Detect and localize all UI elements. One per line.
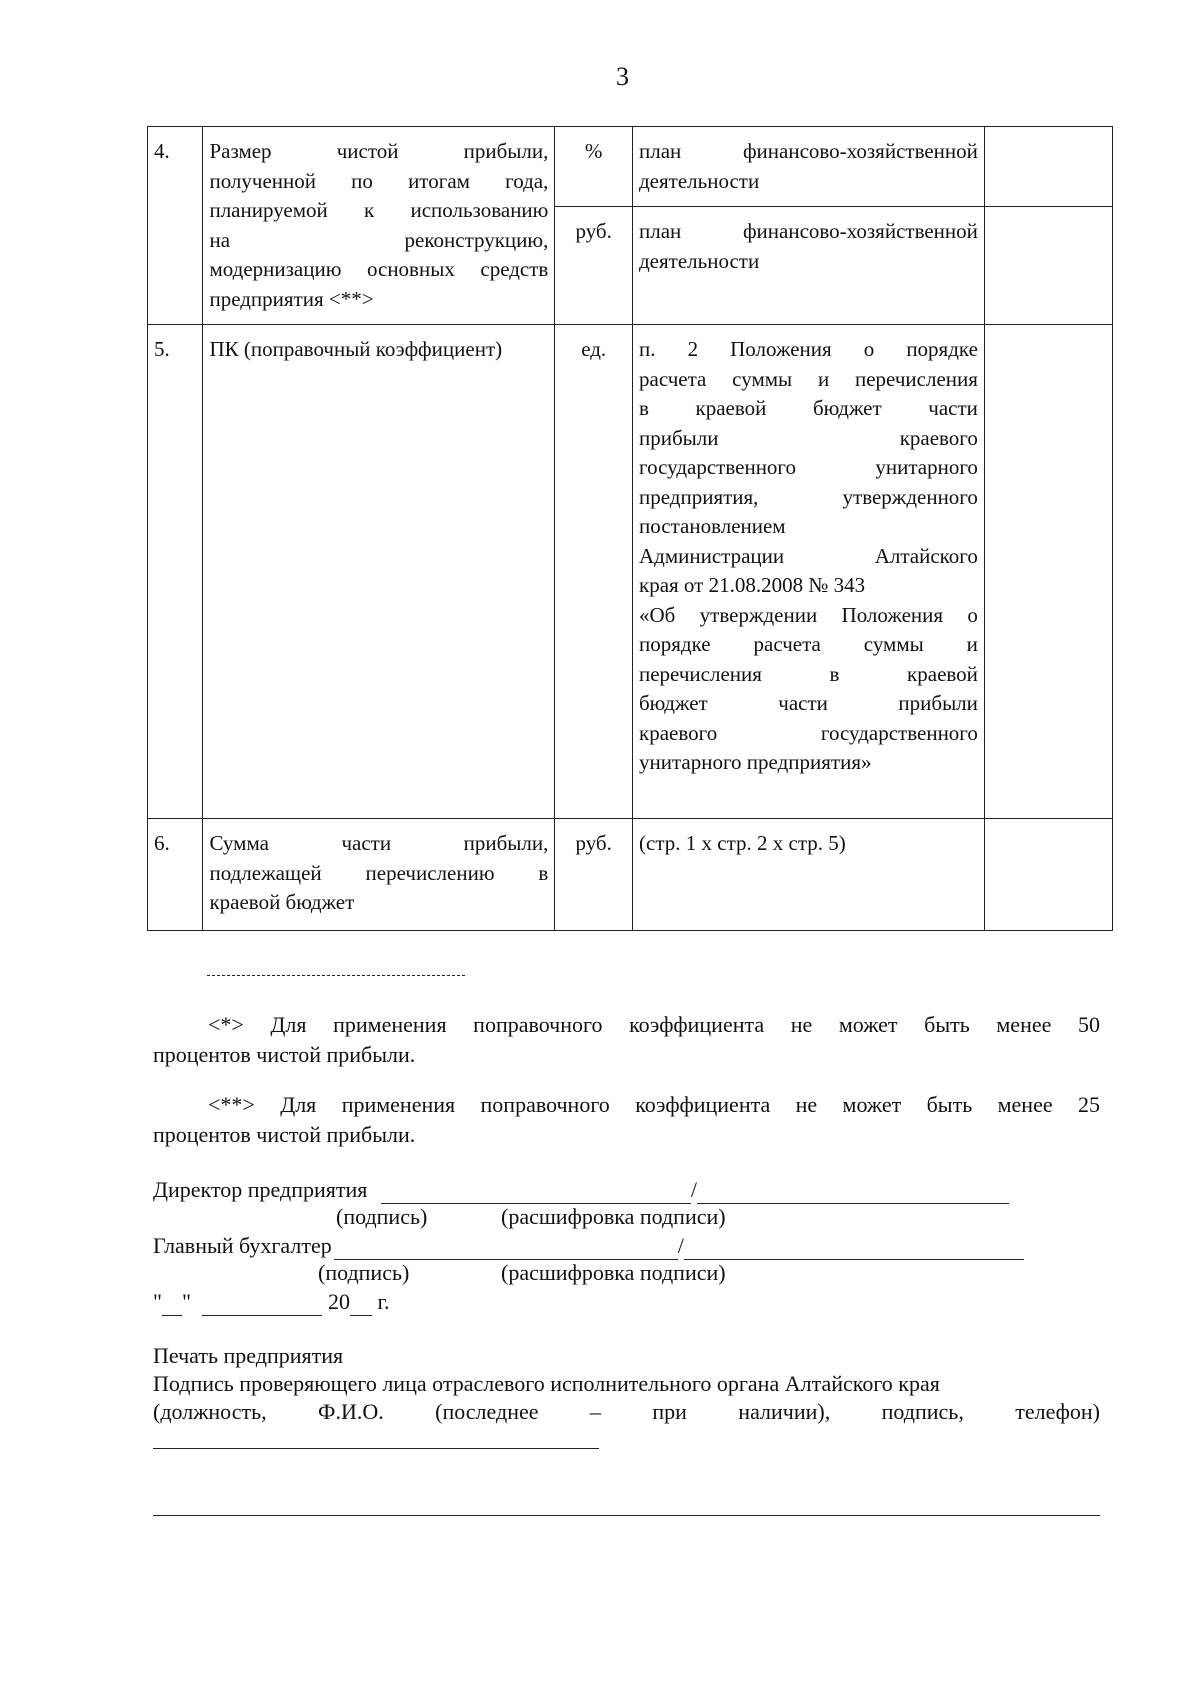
row-name-line: подлежащей перечислению в: [209, 860, 549, 885]
accountant-label: Главный бухгалтер: [153, 1233, 332, 1258]
row-value: [984, 207, 1112, 325]
date-year: 20: [327, 1289, 350, 1314]
row-value: [984, 819, 1112, 931]
row-source-line: план финансово-хозяйственной: [639, 139, 978, 163]
signature-caption: (подпись): [318, 1260, 410, 1285]
director-signature-field[interactable]: [381, 1181, 691, 1204]
date-quote: ": [153, 1289, 162, 1314]
date-month-field[interactable]: [202, 1293, 322, 1316]
date-day-field[interactable]: [162, 1293, 182, 1316]
row-unit: руб.: [555, 819, 633, 931]
row-name-line: полученной по итогам года,: [209, 168, 549, 193]
row-name: [203, 819, 555, 931]
row-source-line: постановлением: [639, 514, 786, 538]
page-number: 3: [616, 62, 629, 91]
row-number: 4.: [148, 127, 203, 325]
slash: /: [677, 1233, 684, 1258]
director-decode-field[interactable]: [697, 1181, 1009, 1204]
row-name: ПК (поправочный коэффициент): [203, 325, 555, 819]
calculation-table: [147, 126, 1113, 931]
row-number: 6.: [148, 819, 203, 931]
row-unit: руб.: [555, 207, 633, 325]
row-source-line: деятельности: [639, 248, 760, 273]
stamp-label: Печать предприятия: [153, 1343, 344, 1368]
accountant-decode-field[interactable]: [684, 1237, 1024, 1260]
verifier-line-1: Подпись проверяющего лица отраслевого исполнительного органа Алтайского края: [153, 1371, 940, 1396]
row-source-line: бюджет части прибыли: [639, 691, 978, 715]
row-source-line: государственного унитарного: [639, 455, 978, 479]
table-row: [148, 819, 1113, 931]
row-source: [633, 325, 985, 819]
row-source-line: прибыли краевого: [639, 425, 978, 450]
row-source-line: план финансово-хозяйственной: [639, 219, 978, 243]
row-source-line: в краевой бюджет части: [639, 396, 978, 420]
row-name-line: планируемой к использованию: [209, 198, 549, 222]
slash: /: [690, 1177, 698, 1202]
row-name-line: Размер чистой прибыли,: [209, 139, 549, 163]
row-value: [984, 325, 1112, 819]
footnote-2: [153, 1090, 1100, 1150]
row-source-line: расчета суммы и перечисления: [639, 366, 978, 391]
footnote-separator: [207, 975, 465, 976]
table-row: [148, 325, 1113, 819]
director-label: Директор предприятия: [153, 1177, 368, 1202]
table-row: [148, 127, 1113, 207]
row-name-line: предприятия <**>: [209, 286, 374, 311]
accountant-signature-field[interactable]: [334, 1237, 678, 1260]
row-source-line: порядке расчета суммы и: [639, 632, 978, 656]
row-source-line: перечисления в краевой: [639, 661, 978, 686]
decode-caption: (расшифровка подписи): [501, 1204, 726, 1229]
row-source-line: «Об утверждении Положения о: [639, 602, 978, 627]
row-name-line: на реконструкцию,: [209, 227, 549, 252]
director-signature-line: [153, 1176, 1009, 1204]
row-name-line: Сумма части прибыли,: [209, 831, 549, 855]
bottom-rule: [153, 1515, 1100, 1516]
footnote-1: [153, 1010, 1100, 1070]
row-source-line: деятельности: [639, 168, 760, 193]
verifier-signature-field[interactable]: [153, 1448, 599, 1449]
footnote-text: <**> Для применения поправочного коэффициента не может быть менее 25: [208, 1092, 1100, 1117]
row-source: [633, 207, 985, 325]
signature-caption: (подпись): [336, 1204, 428, 1229]
row-source-line: краевого государственного: [639, 720, 978, 745]
row-source: (стр. 1 x стр. 2 x стр. 5): [633, 819, 985, 931]
verifier-line-2: (должность, Ф.И.О. (последнее – при наличии), подпись, телефон): [153, 1399, 1100, 1424]
row-source-line: п. 2 Положения о порядке: [639, 337, 978, 361]
accountant-signature-line: [153, 1232, 1024, 1260]
row-unit: ед.: [555, 325, 633, 819]
row-name-line: краевой бюджет: [209, 890, 355, 914]
row-source: [633, 127, 985, 207]
row-name-line: модернизацию основных средств: [209, 257, 549, 281]
date-suffix: г.: [377, 1289, 390, 1314]
footnote-text: <*> Для применения поправочного коэффициента не может быть менее 50: [208, 1012, 1100, 1037]
row-value: [984, 127, 1112, 207]
date-quote: ": [181, 1289, 191, 1314]
row-name: [203, 127, 555, 325]
row-number: 5.: [148, 325, 203, 819]
row-source-line: унитарного предприятия»: [639, 750, 872, 774]
row-source-line: предприятия, утвержденного: [639, 484, 978, 509]
row-unit: %: [555, 127, 633, 207]
date-year-field[interactable]: [350, 1293, 372, 1316]
footnote-text: процентов чистой прибыли.: [153, 1122, 416, 1147]
row-source-line: Администрации Алтайского: [639, 543, 978, 568]
date-line: [153, 1288, 390, 1316]
footnote-text: процентов чистой прибыли.: [153, 1042, 416, 1067]
row-source-line: края от 21.08.2008 № 343: [639, 573, 866, 597]
decode-caption: (расшифровка подписи): [501, 1260, 726, 1285]
